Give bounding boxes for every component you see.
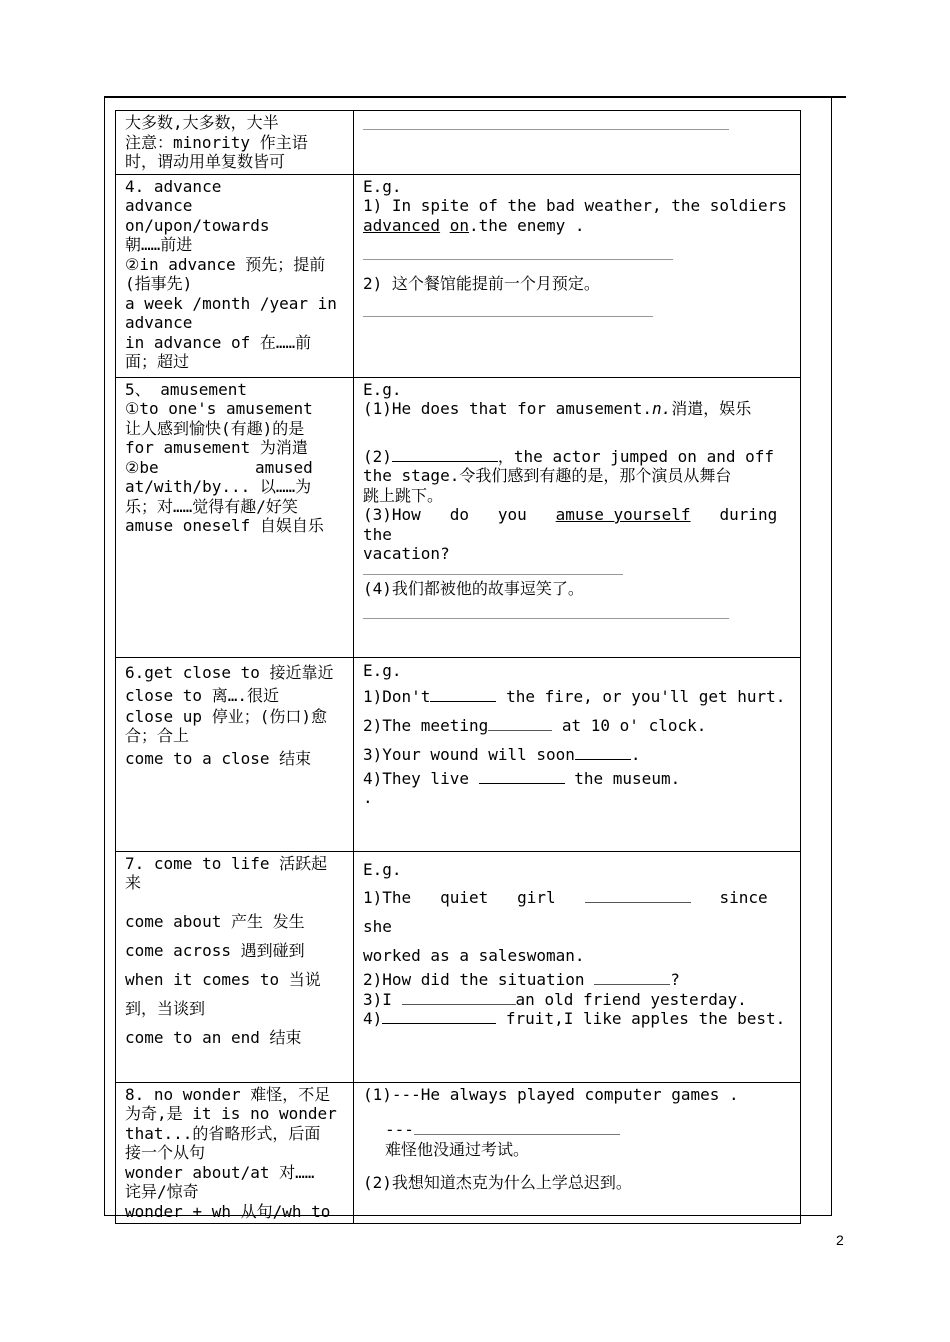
word-note-line: ②in advance 预先；提前	[125, 254, 326, 274]
sentence-tail: 消遣，娱乐	[671, 399, 752, 418]
word-cell	[116, 174, 354, 377]
word-note-line: ②be amused	[125, 457, 313, 477]
sentence-head: 2)The meeting	[363, 715, 489, 735]
word-cell	[116, 851, 354, 1082]
word-note-line: 6.get close to 接近靠近	[125, 662, 334, 682]
example-sentence: worked as a saleswoman.	[363, 946, 585, 965]
eg-label: E.g.	[363, 660, 402, 680]
sentence-head: (2)	[363, 446, 392, 466]
example-sentence	[363, 769, 791, 789]
word-note-line: 来	[125, 873, 142, 892]
answer-blank[interactable]	[594, 970, 670, 985]
sentence-head: (3)How do you	[363, 505, 527, 524]
table-row	[116, 657, 801, 851]
answer-blank[interactable]	[363, 564, 623, 575]
page-number: 2	[836, 1232, 844, 1248]
answer-blank[interactable]	[363, 249, 673, 260]
example-sentence: (2)我想知道杰克为什么上学总迟到。	[363, 1173, 632, 1192]
outer-frame-left	[104, 98, 105, 1216]
word-note-line: 7. come to life 活跃起	[125, 853, 328, 873]
answer-blank[interactable]	[430, 687, 496, 702]
table-row	[116, 851, 801, 1082]
answer-blank[interactable]	[414, 1122, 620, 1135]
word-note-line: in advance of 在……前	[125, 332, 312, 352]
example-cell	[354, 657, 801, 851]
word-note-line: 接一个从句	[125, 1143, 206, 1162]
sentence-tail: fruit,I like apples the best.	[505, 1009, 786, 1028]
example-sentence: vacation?	[363, 544, 450, 563]
example-cell	[354, 377, 807, 657]
sentence-tail: .	[630, 744, 641, 764]
answer-blank[interactable]	[363, 608, 729, 619]
word-note-line: 注意：minority 作主语	[125, 132, 308, 152]
sentence-tail: ?	[670, 970, 680, 989]
sentence-head: 2)How did the situation	[363, 970, 585, 989]
word-note-line: on/upon/towards	[125, 215, 270, 235]
answer-blank[interactable]	[402, 990, 516, 1005]
outer-frame-right	[831, 98, 832, 1216]
sentence-tail: the fire, or you'll get hurt.	[506, 686, 786, 706]
sentence-head: 3)Your wound will soon	[363, 744, 575, 764]
example-sentence	[363, 711, 791, 740]
answer-blank[interactable]	[363, 119, 729, 130]
word-note-line: wonder + wh 从句/wh to	[125, 1201, 331, 1221]
sentence-head: 1)Don't	[363, 686, 431, 706]
example-sentence: (1)---He always played computer games .	[363, 1084, 739, 1104]
table-row	[116, 111, 801, 175]
word-note-line: 时，谓动用单复数皆可	[125, 152, 286, 171]
example-sentence	[363, 740, 791, 769]
sentence-tail: the museum.	[574, 768, 681, 788]
example-sentence	[363, 883, 797, 941]
table-row	[116, 1082, 801, 1224]
word-note-line: advance	[125, 196, 193, 215]
example-sentence	[363, 447, 791, 467]
word-note-line: 5、 amusement	[125, 379, 247, 399]
word-note-line: at/with/by... 以……为	[125, 477, 312, 496]
sentence-tail: since she	[363, 888, 797, 936]
word-note-line: close to 离….很近	[125, 685, 279, 705]
example-cell	[354, 1082, 801, 1224]
example-sentence: 2) 这个餐馆能提前一个月预定。	[363, 274, 600, 293]
word-note-line: ①to one's amusement	[125, 399, 313, 418]
sentence-tail: at 10 o' clock.	[561, 715, 707, 735]
example-sentence	[363, 399, 791, 419]
word-note-line: 大多数,大多数，大半	[125, 113, 279, 132]
word-note-line: close up 停业；(伤口)愈	[125, 706, 327, 726]
example-sentence: 难怪他没通过考试。	[385, 1139, 530, 1159]
example-cell	[354, 174, 801, 377]
underlined-phrase: amuse yourself	[555, 505, 691, 524]
word-note-line: 8. no wonder 难怪，不足	[125, 1084, 331, 1104]
word-note-line: come to a close 结束	[125, 748, 312, 768]
word-note-line: 诧异/惊奇	[125, 1182, 199, 1201]
word-note-line: a week /month /year in	[125, 293, 337, 313]
answer-blank[interactable]	[382, 1009, 496, 1024]
table-row	[116, 377, 801, 657]
example-sentence	[363, 682, 791, 711]
example-sentence	[363, 1009, 791, 1029]
word-note-line: come about 产生 发生	[125, 911, 305, 931]
example-sentence: (4)我们都被他的故事逗笑了。	[363, 578, 584, 598]
example-sentence: the stage.令我们感到有趣的是，那个演员从舞台	[363, 466, 732, 485]
answer-blank[interactable]	[488, 716, 552, 731]
sentence-head: 4)They live	[363, 768, 469, 788]
table-row	[116, 174, 801, 377]
eg-label: E.g.	[363, 859, 402, 879]
word-note-line: when it comes to 当说	[125, 969, 321, 989]
answer-blank[interactable]	[479, 769, 565, 784]
word-note-line: 面；超过	[125, 352, 190, 371]
sentence-tail: ，the actor jumped on and off	[497, 446, 774, 466]
underlined-phrase: advanced	[363, 215, 441, 235]
sentence-head: 4)	[363, 1009, 383, 1028]
word-note-line: come to an end 结束	[125, 1027, 302, 1047]
sentence-head: 1)The quiet girl	[363, 888, 556, 907]
word-note-line: 到，当谈到	[125, 998, 206, 1018]
word-note-line: amuse oneself 自娱自乐	[125, 516, 324, 535]
example-sentence	[363, 970, 791, 990]
answer-blank[interactable]	[392, 447, 498, 462]
dialogue-dash: ---	[385, 1120, 414, 1139]
word-cell	[116, 657, 354, 851]
stray-mark: .	[363, 788, 373, 807]
word-note-line: that...的省略形式，后面	[125, 1123, 321, 1143]
word-cell	[116, 1082, 354, 1224]
vocabulary-table	[115, 110, 807, 1224]
example-sentence	[363, 990, 791, 1010]
answer-blank[interactable]	[363, 306, 653, 317]
part-of-speech: n.	[651, 399, 672, 418]
word-cell	[116, 377, 354, 657]
underlined-phrase: on	[449, 215, 469, 235]
header-rule	[104, 96, 846, 98]
sentence-head: (1)He does that for amusement.	[363, 399, 652, 418]
example-sentence	[363, 1120, 791, 1140]
answer-blank[interactable]	[575, 745, 631, 760]
sentence-tail: an old friend yesterday.	[515, 989, 747, 1009]
example-sentence: 跳上跳下。	[363, 485, 444, 505]
eg-label: E.g.	[363, 176, 402, 196]
eg-label: E.g.	[363, 379, 402, 399]
example-cell	[354, 851, 801, 1082]
word-note-line: for amusement 为消遣	[125, 438, 308, 457]
word-note-line: (指事先)	[125, 274, 193, 293]
word-note-line: advance	[125, 313, 193, 332]
example-sentence	[363, 505, 807, 544]
word-note-line: come across 遇到碰到	[125, 940, 305, 960]
sentence-tail: during the	[363, 505, 807, 544]
word-note-line: 4. advance	[125, 176, 222, 196]
example-cell	[354, 111, 801, 175]
word-note-line: 合；合上	[125, 726, 190, 745]
word-note-line: 乐；对……觉得有趣/好笑	[125, 496, 298, 516]
word-cell	[116, 111, 354, 175]
word-note-line: 为奇,是 it is no wonder	[125, 1104, 337, 1123]
sentence-head: 3)I	[363, 989, 392, 1009]
sentence-tail: .the enemy .	[468, 215, 585, 235]
answer-blank[interactable]	[585, 888, 691, 903]
example-sentence	[363, 216, 791, 236]
word-note-line: wonder about/at 对……	[125, 1162, 315, 1182]
word-note-line: 让人感到愉快(有趣)的是	[125, 418, 305, 438]
word-note-line: 朝……前进	[125, 235, 193, 254]
example-sentence: 1) In spite of the bad weather, the soldiers	[363, 196, 787, 215]
